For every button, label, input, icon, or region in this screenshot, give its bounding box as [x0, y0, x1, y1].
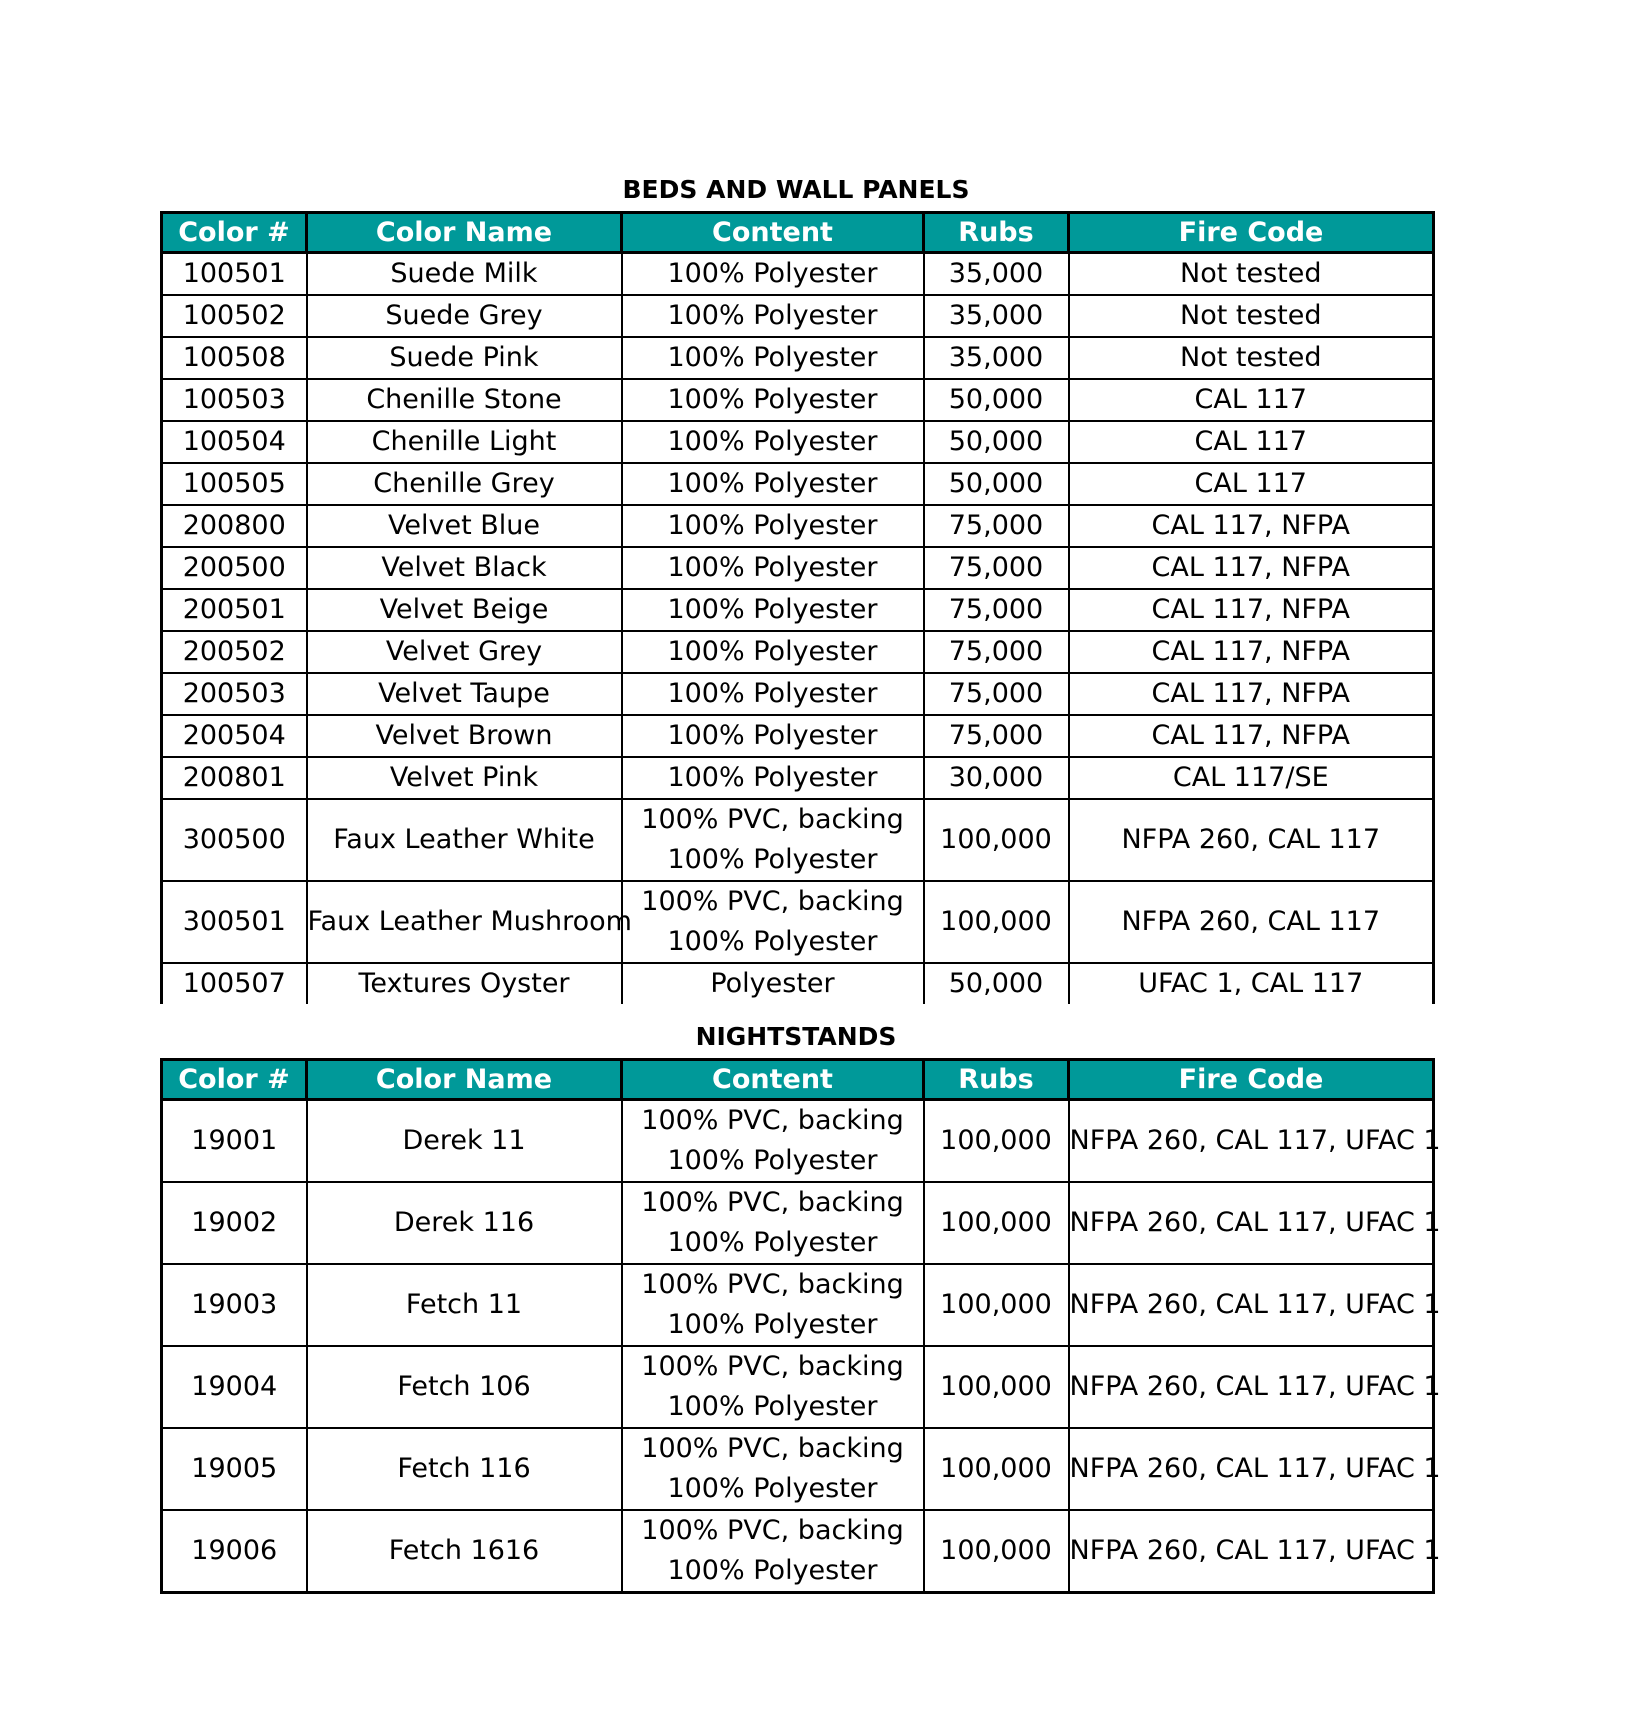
- table-row: [162, 505, 1434, 547]
- cell-content-line: 100% Polyester: [667, 678, 878, 709]
- cell-content: [622, 881, 924, 963]
- cell-color-number: 200801: [162, 757, 307, 799]
- cell-color-name: Velvet Beige: [307, 589, 622, 631]
- cell-fire-code: CAL 117: [1069, 463, 1434, 505]
- nightstands-table: [160, 1058, 1441, 1594]
- cell-content: [622, 421, 924, 463]
- cell-color-name: Chenille Light: [307, 421, 622, 463]
- cell-color-name: Suede Pink: [307, 337, 622, 379]
- cell-rubs: 50,000: [924, 463, 1069, 505]
- cell-content: [622, 715, 924, 757]
- cell-color-number: 100501: [162, 253, 307, 296]
- cell-content-line: 100% Polyester: [667, 426, 878, 457]
- cell-content-line: 100% PVC, backing: [641, 804, 904, 835]
- cell-rubs: 50,000: [924, 421, 1069, 463]
- cell-color-name: Fetch 11: [307, 1264, 622, 1346]
- cell-content: [622, 547, 924, 589]
- table-row: [162, 253, 1434, 296]
- table-row: [162, 1264, 1434, 1346]
- cell-color-name: Velvet Taupe: [307, 673, 622, 715]
- cell-color-number: 100504: [162, 421, 307, 463]
- cell-content-line: 100% Polyester: [667, 384, 878, 415]
- column-header-rubs: Rubs: [924, 1060, 1069, 1100]
- column-header-rubs: Rubs: [924, 213, 1069, 253]
- table-row: [162, 1510, 1434, 1593]
- cell-content-line: 100% PVC, backing: [641, 1515, 904, 1546]
- cell-fire-code: CAL 117, NFPA: [1069, 547, 1434, 589]
- cell-content: [622, 505, 924, 547]
- cell-color-number: 19001: [162, 1100, 307, 1183]
- cell-content-line: 100% Polyester: [667, 762, 878, 793]
- cell-fire-code: NFPA 260, CAL 117: [1069, 881, 1434, 963]
- cell-rubs: 100,000: [924, 881, 1069, 963]
- cell-rubs: 75,000: [924, 673, 1069, 715]
- cell-content-line: 100% Polyester: [667, 510, 878, 541]
- cell-rubs: 75,000: [924, 547, 1069, 589]
- cell-content: [622, 463, 924, 505]
- cell-color-number: 300500: [162, 799, 307, 881]
- cell-rubs: 30,000: [924, 757, 1069, 799]
- column-header-content: Content: [622, 213, 924, 253]
- cell-color-number: 19006: [162, 1510, 307, 1593]
- cell-content-line: 100% Polyester: [667, 258, 878, 289]
- cell-color-name: Fetch 1616: [307, 1510, 622, 1593]
- cell-content: [622, 295, 924, 337]
- cell-rubs: 75,000: [924, 505, 1069, 547]
- table-row: [162, 463, 1434, 505]
- cell-fire-code: NFPA 260, CAL 117, UFAC 1: [1069, 1510, 1434, 1593]
- cell-color-number: 200800: [162, 505, 307, 547]
- table-row: [162, 379, 1434, 421]
- table-row: [162, 673, 1434, 715]
- table-row: [162, 295, 1434, 337]
- cell-fire-code: Not tested: [1069, 253, 1434, 296]
- cell-fire-code: CAL 117, NFPA: [1069, 631, 1434, 673]
- cell-content-line: 100% PVC, backing: [641, 886, 904, 917]
- cell-fire-code: CAL 117/SE: [1069, 757, 1434, 799]
- column-header-fire-code: Fire Code: [1069, 213, 1434, 253]
- table-row: [162, 547, 1434, 589]
- cell-content: [622, 1428, 924, 1510]
- cell-content: [622, 337, 924, 379]
- cell-content-line: 100% Polyester: [667, 1473, 878, 1504]
- cell-rubs: 50,000: [924, 379, 1069, 421]
- cell-content: [622, 631, 924, 673]
- cell-fire-code: UFAC 1, CAL 117: [1069, 963, 1434, 1004]
- cell-color-name: Velvet Black: [307, 547, 622, 589]
- cell-color-number: 200503: [162, 673, 307, 715]
- cell-content-line: 100% PVC, backing: [641, 1187, 904, 1218]
- cell-content: [622, 757, 924, 799]
- cell-content-line: 100% Polyester: [667, 468, 878, 499]
- cell-color-number: 100507: [162, 963, 307, 1004]
- section-title-beds: BEDS AND WALL PANELS: [622, 175, 970, 204]
- table-row: [162, 1428, 1434, 1510]
- cell-color-number: 200501: [162, 589, 307, 631]
- cell-fire-code: CAL 117: [1069, 379, 1434, 421]
- table-row: [162, 631, 1434, 673]
- table-row: [162, 421, 1434, 463]
- cell-content-line: 100% Polyester: [667, 1227, 878, 1258]
- cell-color-number: 100505: [162, 463, 307, 505]
- cell-content-line: 100% Polyester: [667, 1145, 878, 1176]
- section-title-nightstands: NIGHTSTANDS: [695, 1022, 897, 1051]
- cell-rubs: 75,000: [924, 715, 1069, 757]
- cell-color-number: 200502: [162, 631, 307, 673]
- cell-content-line: 100% PVC, backing: [641, 1105, 904, 1136]
- cell-content-line: 100% Polyester: [667, 342, 878, 373]
- cell-color-number: 19005: [162, 1428, 307, 1510]
- table-row: [162, 881, 1434, 963]
- cell-color-name: Fetch 116: [307, 1428, 622, 1510]
- cell-color-name: Faux Leather White: [307, 799, 622, 881]
- cell-fire-code: CAL 117, NFPA: [1069, 715, 1434, 757]
- cell-fire-code: NFPA 260, CAL 117, UFAC 1: [1069, 1264, 1434, 1346]
- cell-rubs: 35,000: [924, 337, 1069, 379]
- cell-content: [622, 253, 924, 296]
- column-header-color-number: Color #: [162, 1060, 307, 1100]
- table-row: [162, 1100, 1434, 1183]
- column-header-color-number: Color #: [162, 213, 307, 253]
- cell-fire-code: CAL 117: [1069, 421, 1434, 463]
- cell-content-line: 100% Polyester: [667, 926, 878, 957]
- cell-rubs: 100,000: [924, 1346, 1069, 1428]
- cell-content-line: 100% PVC, backing: [641, 1351, 904, 1382]
- cell-content: [622, 963, 924, 1004]
- cell-content-line: 100% Polyester: [667, 844, 878, 875]
- column-header-color-name: Color Name: [307, 213, 622, 253]
- cell-fire-code: CAL 117, NFPA: [1069, 589, 1434, 631]
- cell-fire-code: CAL 117, NFPA: [1069, 505, 1434, 547]
- column-header-content: Content: [622, 1060, 924, 1100]
- table-row: [162, 715, 1434, 757]
- cell-content: [622, 1264, 924, 1346]
- cell-color-name: Velvet Pink: [307, 757, 622, 799]
- cell-content: [622, 1346, 924, 1428]
- table-header-row: [162, 1060, 1434, 1100]
- cell-content: [622, 589, 924, 631]
- cell-fire-code: NFPA 260, CAL 117, UFAC 1: [1069, 1428, 1434, 1510]
- cell-content: [622, 1100, 924, 1183]
- cell-color-number: 300501: [162, 881, 307, 963]
- cell-content-line: 100% Polyester: [667, 720, 878, 751]
- cell-rubs: 35,000: [924, 253, 1069, 296]
- table-row: [162, 1182, 1434, 1264]
- cell-rubs: 75,000: [924, 631, 1069, 673]
- cell-rubs: 75,000: [924, 589, 1069, 631]
- cell-color-name: Derek 11: [307, 1100, 622, 1183]
- cell-rubs: 100,000: [924, 1182, 1069, 1264]
- cell-rubs: 100,000: [924, 1100, 1069, 1183]
- cell-color-name: Fetch 106: [307, 1346, 622, 1428]
- cell-rubs: 35,000: [924, 295, 1069, 337]
- cell-rubs: 100,000: [924, 1428, 1069, 1510]
- cell-fire-code: NFPA 260, CAL 117, UFAC 1: [1069, 1346, 1434, 1428]
- cell-color-number: 100508: [162, 337, 307, 379]
- cell-fire-code: CAL 117, NFPA: [1069, 673, 1434, 715]
- cell-content: [622, 799, 924, 881]
- table-row: [162, 589, 1434, 631]
- cell-content-line: 100% PVC, backing: [641, 1433, 904, 1464]
- cell-rubs: 100,000: [924, 1264, 1069, 1346]
- table-row: [162, 1346, 1434, 1428]
- cell-color-number: 200500: [162, 547, 307, 589]
- cell-content: [622, 1182, 924, 1264]
- beds-wall-panels-table: [160, 211, 1435, 1004]
- cell-color-name: Suede Milk: [307, 253, 622, 296]
- cell-color-number: 19002: [162, 1182, 307, 1264]
- cell-color-name: Velvet Brown: [307, 715, 622, 757]
- cell-content-line: 100% Polyester: [667, 636, 878, 667]
- cell-color-name: Faux Leather Mushroom: [307, 881, 622, 963]
- cell-content: [622, 673, 924, 715]
- table-row: [162, 337, 1434, 379]
- cell-color-number: 100503: [162, 379, 307, 421]
- cell-color-name: Velvet Grey: [307, 631, 622, 673]
- cell-rubs: 100,000: [924, 799, 1069, 881]
- cell-color-name: Derek 116: [307, 1182, 622, 1264]
- cell-color-name: Suede Grey: [307, 295, 622, 337]
- cell-content-line: Polyester: [710, 968, 835, 999]
- table-row: [162, 799, 1434, 881]
- cell-content-line: 100% Polyester: [667, 1555, 878, 1586]
- cell-rubs: 100,000: [924, 1510, 1069, 1593]
- cell-content-line: 100% Polyester: [667, 594, 878, 625]
- cell-color-number: 100502: [162, 295, 307, 337]
- cell-fire-code: NFPA 260, CAL 117, UFAC 1: [1069, 1100, 1434, 1183]
- cell-fire-code: Not tested: [1069, 337, 1434, 379]
- table-header-row: [162, 213, 1434, 253]
- cell-content: [622, 1510, 924, 1593]
- cell-content-line: 100% Polyester: [667, 1309, 878, 1340]
- column-header-fire-code: Fire Code: [1069, 1060, 1434, 1100]
- cell-content-line: 100% PVC, backing: [641, 1269, 904, 1300]
- column-header-color-name: Color Name: [307, 1060, 622, 1100]
- cell-fire-code: NFPA 260, CAL 117, UFAC 1: [1069, 1182, 1434, 1264]
- cell-color-number: 19004: [162, 1346, 307, 1428]
- cell-color-number: 200504: [162, 715, 307, 757]
- table-row: [162, 757, 1434, 799]
- cell-content-line: 100% Polyester: [667, 552, 878, 583]
- cell-color-number: 19003: [162, 1264, 307, 1346]
- cell-color-name: Chenille Grey: [307, 463, 622, 505]
- cell-content-line: 100% Polyester: [667, 1391, 878, 1422]
- cell-content-line: 100% Polyester: [667, 300, 878, 331]
- cell-color-name: Chenille Stone: [307, 379, 622, 421]
- table-row: [162, 963, 1434, 1004]
- cell-fire-code: NFPA 260, CAL 117: [1069, 799, 1434, 881]
- cell-fire-code: Not tested: [1069, 295, 1434, 337]
- cell-content: [622, 379, 924, 421]
- cell-color-name: Velvet Blue: [307, 505, 622, 547]
- cell-color-name: Textures Oyster: [307, 963, 622, 1004]
- cell-rubs: 50,000: [924, 963, 1069, 1004]
